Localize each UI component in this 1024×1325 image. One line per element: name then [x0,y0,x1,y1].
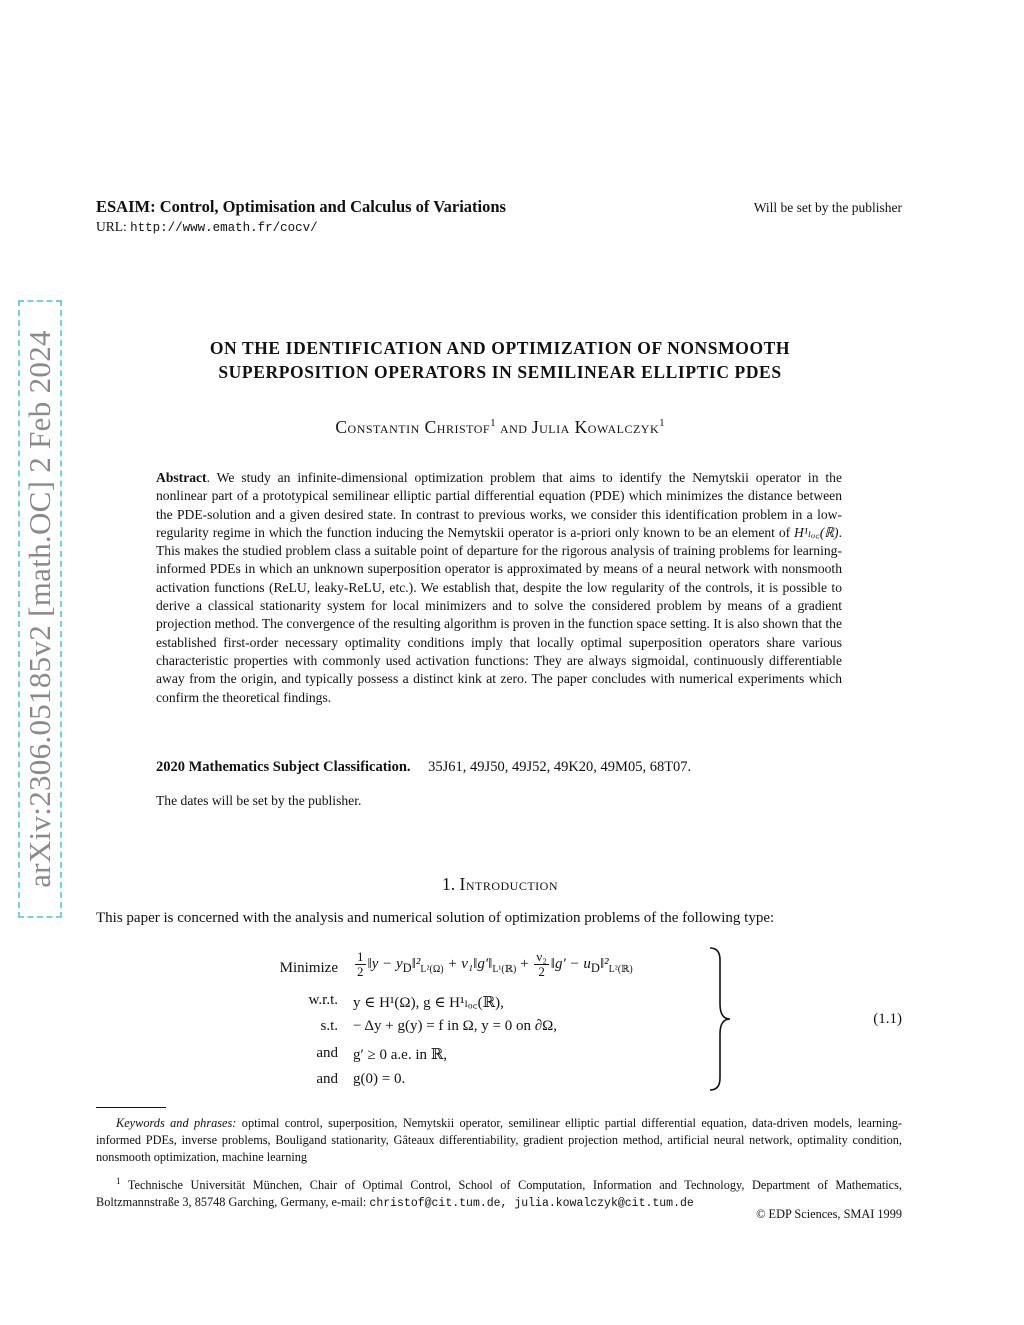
section-heading [0,874,1000,895]
authors [112,417,888,438]
publisher-note: Will be set by the publisher [753,200,902,215]
abstract-space-symbol: H¹ₗₒ꜀(ℝ) [794,524,839,540]
author-emails[interactable]: christof@cit.tum.de, julia.kowalczyk@cit.tum.de [369,1197,694,1211]
eq-line-variables: y ∈ H¹(Ω), g ∈ H¹ₗₒ꜀(ℝ), [353,995,504,1011]
journal-url-line [96,219,318,235]
author-2: Julia Kowalczyk [531,417,660,437]
msc-label: 2020 Mathematics Subject Classification. [156,759,411,775]
msc-codes: 35J61, 49J50, 49J52, 49K20, 49M05, 68T07. [428,759,692,775]
eq-line-pde: − Δy + g(y) = f in Ω, y = 0 on ∂Ω, [353,1018,558,1034]
copyright-notice: © EDP Sciences, SMAI 1999 [756,1207,902,1221]
affiliation-text: Technische Universität München, Chair of Optimal Control, School of Computation, Information and Technology, Department of Mathematics, Boltzmannstraße 3, 85748 Garching, Germany, e-mail: [96,1178,902,1210]
eq-line-monotone: g′ ≥ 0 a.e. in ℝ, [353,1047,447,1063]
msc-classification [156,759,691,776]
paper-title [112,336,888,384]
eq-label-minimize: Minimize [279,960,338,976]
author-2-affil: 1 [659,417,665,430]
journal-title: ESAIM: Control, Optimisation and Calculus of Variations [96,197,506,216]
eq-label-and-2: and [316,1071,338,1087]
eq-label-wrt: w.r.t. [308,992,338,1008]
abstract-label: Abstract [156,470,207,485]
arxiv-stamp[interactable] [18,300,62,918]
author-1: Constantin Christof [335,417,491,437]
section-number: 1. [442,874,456,894]
right-brace-icon [706,946,736,1092]
keywords-text: optimal control, superposition, Nemytskii operator, semilinear elliptic partial differential equation, data-driven models, learning-informed PDEs, inverse problems, Bouligand stationarity, Gâteaux differentiability, gradient projection method, artificial neural network, optimality condition, nonsmooth optimization, machine learning [96,1116,902,1164]
paper-title-line-1: ON THE IDENTIFICATION AND OPTIMIZATION OF NONSMOOTH [209,338,791,358]
frac-nu2-half: $\frac{\text{ν₂}}{2}$ [536,949,547,979]
section-title: Introduction [459,874,558,894]
footnotes [96,1115,902,1212]
frac-one-half: $\frac{1}{2}$ [357,949,364,979]
journal-url-link[interactable]: http://www.emath.fr/cocv/ [130,221,318,235]
dates-note: The dates will be set by the publisher. [156,793,362,808]
author-conjunction: and [499,417,528,437]
eq-line-zero: g(0) = 0. [353,1071,406,1087]
keywords-footnote [96,1115,902,1166]
abstract [156,469,842,707]
equation-number: (1.1) [873,1011,902,1027]
affiliation-marker: 1 [116,1176,121,1186]
footnote-rule [96,1107,166,1108]
eq-label-and-1: and [316,1045,338,1061]
paper-title-line-2: SUPERPOSITION OPERATORS IN SEMILINEAR ELLIPTIC PDES [218,362,782,382]
url-label: URL: [96,219,127,234]
eq-label-st: s.t. [320,1018,338,1034]
keywords-label: Keywords and phrases: [116,1116,237,1130]
arxiv-stamp-text: arXiv:2306.05185v2 [math.OC] 2 Feb 2024 [22,330,57,888]
eq-line-objective: $\frac{1}{2}$ ‖y − $y_D‖^2_{L^2(\Omega)}$ + $\nu_1‖g'‖_{L^1(ℝ)}$ + $\frac{\text{ν₂}}{2}$ ‖g′ − $u_D‖^2_{L^2(ℝ)}$ [357,949,633,979]
abstract-text-1: . We study an infinite-dimensional optimization problem that aims to identify the Nemytskii operator in the nonlinear part of a prototypical semilinear elliptic partial differential equation (PDE) which minimizes the distance between the PDE-solution and a given desired state. In contrast to previous works, we consider this identification problem in a low-regularity regime in which the function inducing the Nemytskii operator is a-priori only known to be an element of [156,470,842,540]
intro-paragraph: This paper is concerned with the analysis and numerical solution of optimization problems of the following type: [96,910,775,926]
abstract-text-2: . This makes the studied problem class a suitable point of departure for the rigorous analysis of training problems for learning-informed PDEs in which an unknown superposition operator is approximated by means of a neural network with nonsmooth activation functions (ReLU, leaky-ReLU, etc.). We establish that, despite the low regularity of the controls, it is possible to derive a classical stationarity system for local minimizers and to solve the considered problem by means of a gradient projection method. The convergence of the resulting algorithm is proven in the function space setting. It is also shown that the established first-order necessary optimality conditions imply that locally optimal superposition operators share various characteristic properties with commonly used activation functions: They are always sigmoidal, continuously differentiable away from the origin, and typically possess a distinct kink at zero. The paper concludes with numerical experiments which confirm the theoretical findings. [156,524,842,705]
author-1-affil: 1 [490,417,496,430]
